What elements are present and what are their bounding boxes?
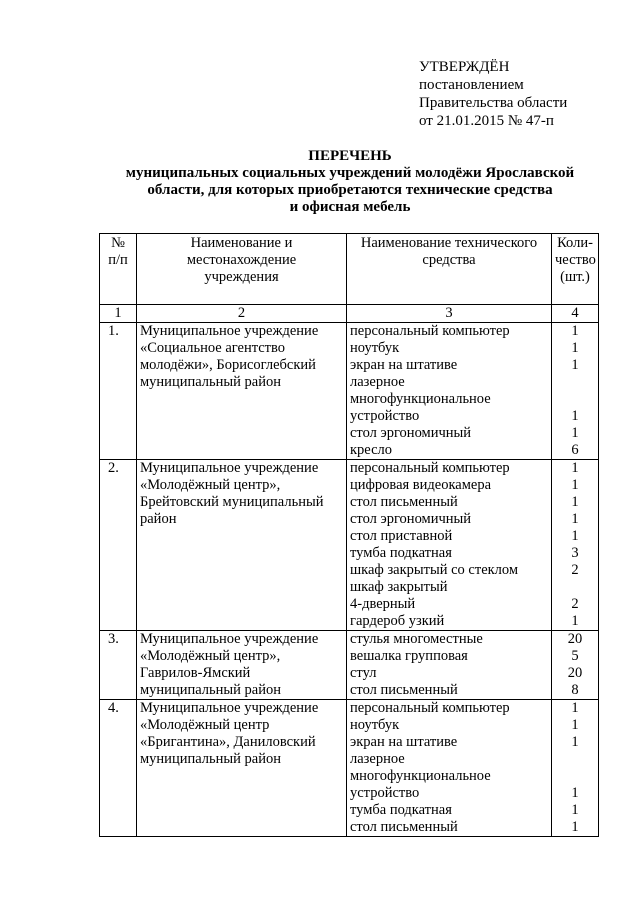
equipment-cell [347, 460, 552, 631]
equipment-item: тумба подкатная [350, 545, 452, 561]
row-number: 3. [100, 631, 137, 700]
equipment-item: кресло [350, 442, 393, 458]
equipment-item: стол эргономичный [350, 425, 472, 441]
quantity-value: 2 [571, 596, 579, 612]
quantity-value [555, 579, 595, 596]
equipment-item: вешалка групповая [350, 648, 468, 664]
institution-line: «Молодёжный центр [140, 717, 270, 733]
approval-line: Правительства области [419, 95, 568, 111]
header-number: № п/п [100, 234, 137, 305]
equipment-item: устройство [350, 408, 420, 424]
institution-line: муниципальный район [140, 682, 281, 698]
quantity-cell [552, 631, 599, 700]
approval-stamp [419, 58, 567, 130]
institution-line: «Молодёжный центр», [140, 648, 281, 664]
equipment-item: стул [350, 665, 377, 681]
quantity-value: 8 [571, 682, 579, 698]
title-line: области, для которых приобретаются технические средства [147, 182, 553, 198]
quantity-value [555, 374, 595, 391]
equipment-item: лазерное [350, 374, 405, 390]
equipment-item: экран на штативе [350, 357, 458, 373]
row-number: 1. [100, 323, 137, 460]
quantity-value: 20 [567, 631, 583, 647]
document-title [100, 148, 600, 216]
quantity-cell [552, 460, 599, 631]
equipment-item: цифровая видеокамера [350, 477, 492, 493]
quantity-cell [552, 700, 599, 837]
institution-line: муниципальный район [140, 751, 281, 767]
column-number: 4 [552, 305, 599, 323]
institutions-table [99, 233, 599, 837]
row-number: 4. [100, 700, 137, 837]
institution-line: Муниципальное учреждение [140, 460, 319, 476]
header-equipment: Наименование технического средства [347, 234, 552, 305]
column-numbers-row [100, 305, 599, 323]
institution-line: муниципальный район [140, 374, 281, 390]
equipment-item: шкаф закрытый [350, 579, 448, 595]
quantity-value: 1 [571, 460, 579, 476]
quantity-value: 2 [571, 562, 579, 578]
quantity-value: 20 [567, 665, 583, 681]
equipment-item: многофункциональное [350, 768, 491, 784]
equipment-item: ноутбук [350, 340, 400, 356]
equipment-item: ноутбук [350, 717, 400, 733]
approval-line: от 21.01.2015 № 47-п [419, 113, 554, 129]
institution-line: «Социальное агентство [140, 340, 286, 356]
header-quantity: Коли- чество (шт.) [552, 234, 599, 305]
equipment-item: устройство [350, 785, 420, 801]
equipment-item: гардероб узкий [350, 613, 445, 629]
equipment-item: персональный компьютер [350, 700, 510, 716]
quantity-value: 1 [571, 477, 579, 493]
institution-cell [137, 323, 347, 460]
approval-line: УТВЕРЖДЁН [419, 59, 510, 75]
quantity-value: 5 [571, 648, 579, 664]
institution-cell [137, 460, 347, 631]
institution-cell [137, 631, 347, 700]
institution-line: Муниципальное учреждение [140, 700, 319, 716]
table-row [100, 323, 599, 460]
equipment-item: стол письменный [350, 819, 458, 835]
quantity-value: 1 [571, 802, 579, 818]
quantity-value: 1 [571, 511, 579, 527]
equipment-cell [347, 323, 552, 460]
quantity-value: 3 [571, 545, 579, 561]
equipment-item: стулья многоместные [350, 631, 483, 647]
quantity-value: 1 [571, 408, 579, 424]
quantity-value: 6 [571, 442, 579, 458]
table-row [100, 460, 599, 631]
equipment-item: стол эргономичный [350, 511, 472, 527]
quantity-value: 1 [571, 528, 579, 544]
institution-line: Гаврилов-Ямский [140, 665, 251, 681]
equipment-item: персональный компьютер [350, 460, 510, 476]
equipment-item: шкаф закрытый со стеклом [350, 562, 519, 578]
institution-line: Муниципальное учреждение [140, 323, 319, 339]
equipment-cell [347, 631, 552, 700]
quantity-value [555, 391, 595, 408]
quantity-value: 1 [571, 323, 579, 339]
column-number: 2 [137, 305, 347, 323]
equipment-item: экран на штативе [350, 734, 458, 750]
equipment-item: стол приставной [350, 528, 453, 544]
quantity-value: 1 [571, 819, 579, 835]
table-header-row [100, 234, 599, 305]
quantity-value: 1 [571, 425, 579, 441]
header-institution: Наименование и местонахождение учреждения [137, 234, 347, 305]
title-line: муниципальных социальных учреждений молодёжи Ярославской [125, 165, 575, 181]
title-heading: ПЕРЕЧЕНЬ [308, 148, 392, 164]
quantity-value: 1 [571, 785, 579, 801]
institution-line: район [140, 511, 177, 527]
approval-line: постановлением [419, 77, 524, 93]
equipment-item: персональный компьютер [350, 323, 510, 339]
institution-cell [137, 700, 347, 837]
table-row [100, 631, 599, 700]
table-row [100, 700, 599, 837]
row-number: 2. [100, 460, 137, 631]
equipment-item: лазерное [350, 751, 405, 767]
equipment-item: стол письменный [350, 494, 458, 510]
equipment-item: многофункциональное [350, 391, 491, 407]
institution-line: молодёжи», Борисоглебский [140, 357, 316, 373]
equipment-item: 4-дверный [350, 596, 416, 612]
institution-line: «Бригантина», Даниловский [140, 734, 316, 750]
institution-line: Муниципальное учреждение [140, 631, 319, 647]
equipment-item: тумба подкатная [350, 802, 452, 818]
quantity-value: 1 [571, 734, 579, 750]
institution-line: Брейтовский муниципальный [140, 494, 324, 510]
equipment-cell [347, 700, 552, 837]
equipment-item: стол письменный [350, 682, 458, 698]
column-number: 3 [347, 305, 552, 323]
title-line: и офисная мебель [289, 199, 411, 215]
institution-line: «Молодёжный центр», [140, 477, 281, 493]
quantity-value: 1 [571, 494, 579, 510]
quantity-value: 1 [571, 340, 579, 356]
quantity-value: 1 [571, 717, 579, 733]
quantity-value [555, 768, 595, 785]
quantity-value: 1 [571, 700, 579, 716]
quantity-cell [552, 323, 599, 460]
quantity-value: 1 [571, 357, 579, 373]
quantity-value [555, 751, 595, 768]
quantity-value: 1 [571, 613, 579, 629]
column-number: 1 [100, 305, 137, 323]
